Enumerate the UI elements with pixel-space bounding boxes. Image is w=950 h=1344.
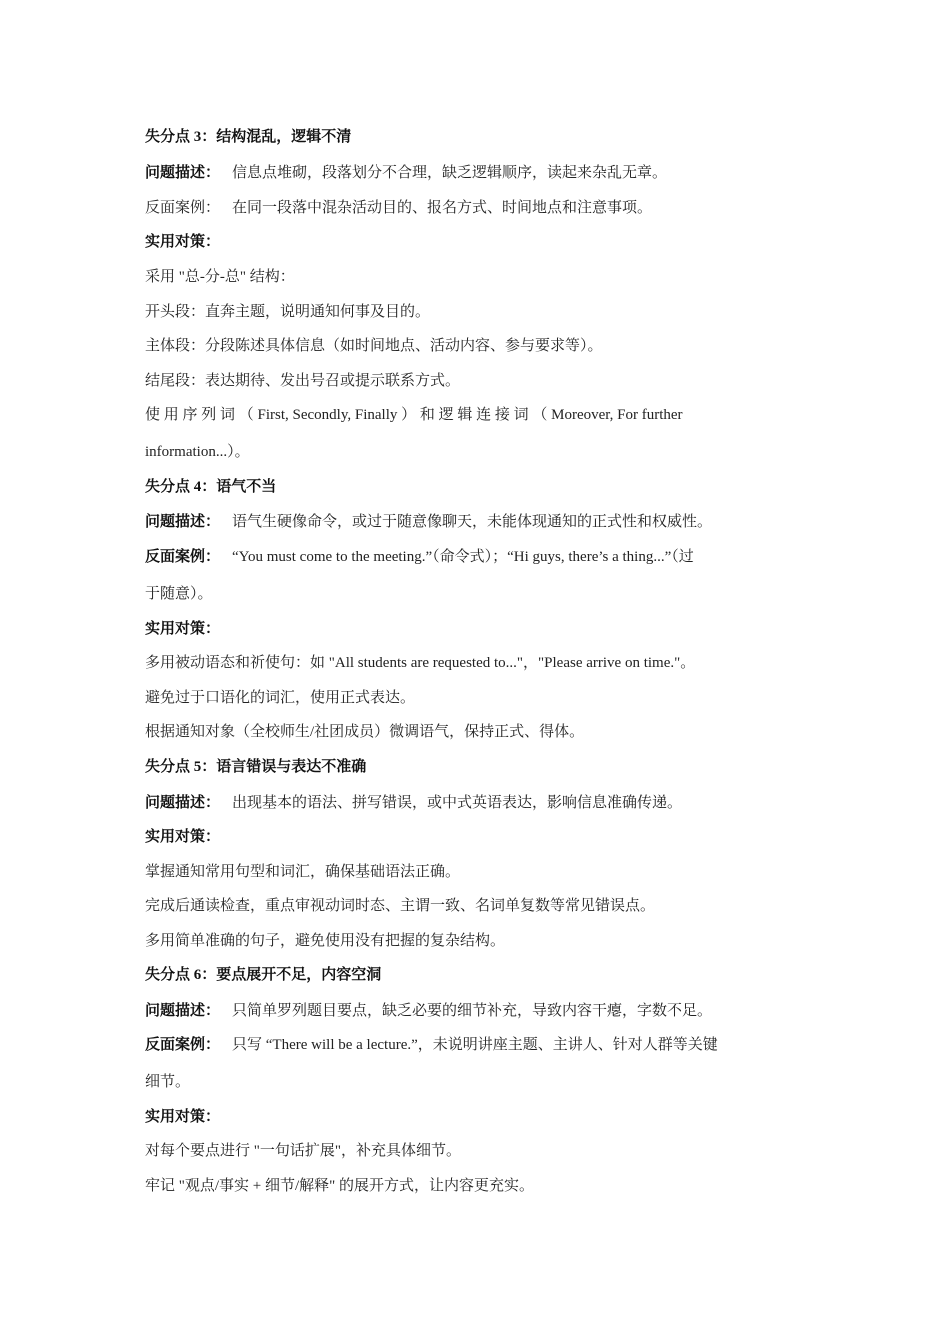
example-text: “You must come to the meeting.”（命令式）；“Hi guys, there’s a thing...”（过 (232, 549, 694, 565)
strategy-line: 根据通知对象（全校师生/社团成员）微调语气，保持正式、得体。 (145, 724, 585, 740)
section-heading: 失分点 4：语气不当 (145, 479, 277, 495)
problem-label: 问题描述： (145, 165, 221, 181)
problem-text: 出现基本的语法、拼写错误，或中式英语表达，影响信息准确传递。 (232, 795, 683, 811)
counter-example (145, 198, 807, 218)
strategy-line: 多用简单准确的句子，避免使用没有把握的复杂结构。 (145, 933, 506, 949)
problem-label: 问题描述： (145, 514, 221, 530)
problem-description (145, 163, 807, 183)
strategy-line: 牢记 "观点/事实 + 细节/解释" 的展开方式，让内容更充实。 (145, 1178, 535, 1194)
section-heading: 失分点 3：结构混乱，逻辑不清 (145, 129, 352, 145)
strategy-line: 掌握通知常用句型和词汇，确保基础语法正确。 (145, 864, 461, 880)
strategy-line: 完成后通读检查，重点审视动词时态、主谓一致、名词单复数等常见错误点。 (145, 898, 656, 914)
strategy-label: 实用对策： (145, 234, 221, 250)
counter-example-continued: 于随意）。 (145, 586, 213, 602)
section-heading: 失分点 5：语言错误与表达不准确 (145, 759, 367, 775)
strategy-line: information...）。 (145, 444, 250, 460)
strategy-line: 采用 "总-分-总" 结构： (145, 269, 295, 285)
problem-text: 语气生硬像命令，或过于随意像聊天，未能体现通知的正式性和权威性。 (232, 514, 713, 530)
strategy-label: 实用对策： (145, 829, 221, 845)
example-label: 反面案例： (145, 200, 221, 216)
strategy-line: 主体段：分段陈述具体信息（如时间地点、活动内容、参与要求等）。 (145, 338, 603, 354)
problem-description (145, 512, 807, 532)
problem-text: 只简单罗列题目要点，缺乏必要的细节补充，导致内容干瘪，字数不足。 (232, 1003, 713, 1019)
strategy-label: 实用对策： (145, 621, 221, 637)
strategy-line: 对每个要点进行 "一句话扩展"，补充具体细节。 (145, 1143, 461, 1159)
strategy-line: 避免过于口语化的词汇，使用正式表达。 (145, 690, 416, 706)
problem-description (145, 1001, 807, 1021)
strategy-line: 开头段：直奔主题，说明通知何事及目的。 (145, 304, 431, 320)
counter-example (145, 1035, 807, 1055)
strategy-line: 使 用 序 列 词 （ First, Secondly, Finally ） 和 逻 辑 连 接 词 （ Moreover, For further (145, 407, 683, 423)
strategy-line: 多用被动语态和祈使句：如 "All students are requested to..."，"Please arrive on time."。 (145, 655, 696, 671)
example-text: 在同一段落中混杂活动目的、报名方式、时间地点和注意事项。 (232, 200, 653, 216)
problem-description (145, 793, 807, 813)
problem-label: 问题描述： (145, 795, 221, 811)
strategy-label: 实用对策： (145, 1109, 221, 1125)
example-label: 反面案例： (145, 1037, 221, 1053)
counter-example (145, 547, 807, 567)
section-heading: 失分点 6：要点展开不足，内容空洞 (145, 967, 382, 983)
problem-text: 信息点堆砌，段落划分不合理，缺乏逻辑顺序，读起来杂乱无章。 (232, 165, 668, 181)
problem-label: 问题描述： (145, 1003, 221, 1019)
counter-example-continued: 细节。 (145, 1074, 191, 1090)
strategy-line: 结尾段：表达期待、发出号召或提示联系方式。 (145, 373, 461, 389)
example-label: 反面案例： (145, 549, 221, 565)
example-text: 只写 “There will be a lecture.”，未说明讲座主题、主讲人、针对人群等关键 (232, 1037, 718, 1053)
